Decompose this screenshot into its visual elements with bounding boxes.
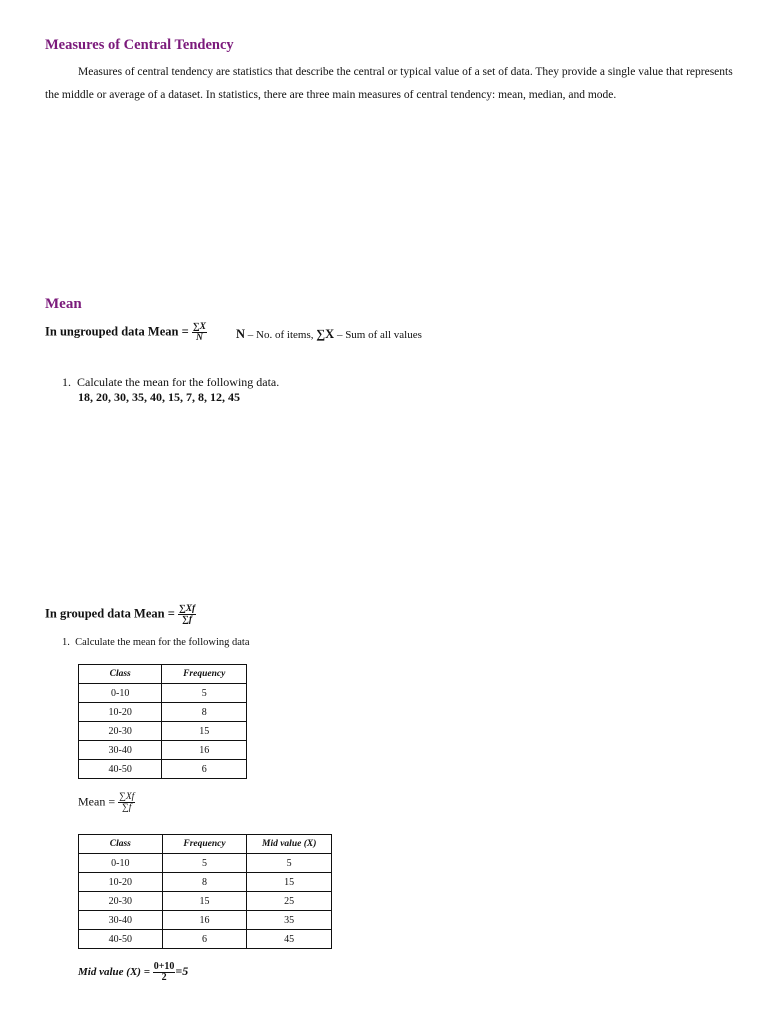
note-n-symbol: N: [236, 327, 246, 341]
ungrouped-numerator: ∑X: [192, 322, 206, 332]
question-1-text: Calculate the mean for the following data.: [77, 375, 280, 389]
header-frequency: Frequency: [162, 665, 247, 684]
cell-class: 20-30: [79, 722, 162, 741]
cell-class: 30-40: [79, 911, 163, 930]
question-1-data: 18, 20, 30, 35, 40, 15, 7, 8, 12, 45: [78, 390, 240, 404]
grouped-formula: [45, 604, 196, 625]
grouped-numerator: ∑Xf: [178, 604, 196, 614]
table-row: [79, 854, 332, 873]
question-2-text: Calculate the mean for the following data: [75, 637, 250, 648]
cell-frequency: 6: [162, 760, 247, 779]
cell-frequency: 5: [162, 684, 247, 703]
mid-formula-label: Mid value (X) =: [78, 966, 150, 979]
table-row: [79, 930, 332, 949]
cell-mid-value: 35: [247, 911, 332, 930]
question-2: [62, 637, 249, 648]
ungrouped-note: [236, 327, 422, 342]
table-row: [79, 911, 332, 930]
mean-formula-denominator: ∑f: [121, 803, 132, 813]
ungrouped-formula: [45, 322, 207, 343]
cell-class: 10-20: [79, 873, 163, 892]
cell-mid-value: 5: [247, 854, 332, 873]
mean-formula-numerator: ∑Xf: [119, 792, 135, 802]
cell-class: 10-20: [79, 703, 162, 722]
mean-formula: [78, 792, 135, 813]
mean-formula-label: Mean =: [78, 794, 116, 809]
table-row: [79, 873, 332, 892]
note-sum-symbol: ∑X: [316, 327, 335, 341]
table-row: [79, 684, 247, 703]
cell-frequency: 16: [162, 741, 247, 760]
cell-mid-value: 15: [247, 873, 332, 892]
cell-class: 40-50: [79, 760, 162, 779]
mid-formula-fraction: [153, 962, 176, 983]
table-row: [79, 722, 247, 741]
mean-formula-fraction: [118, 792, 135, 813]
cell-frequency: 6: [162, 930, 247, 949]
note-sum-text: – Sum of all values: [334, 329, 422, 341]
ungrouped-denominator: N: [195, 333, 203, 343]
frequency-table: [78, 664, 247, 779]
grouped-label: In grouped data Mean =: [45, 606, 175, 621]
cell-frequency: 8: [162, 873, 247, 892]
cell-frequency: 5: [162, 854, 247, 873]
header-frequency: Frequency: [162, 835, 247, 854]
cell-class: 0-10: [79, 854, 163, 873]
mid-value-table: [78, 834, 332, 949]
cell-class: 30-40: [79, 741, 162, 760]
cell-class: 0-10: [79, 684, 162, 703]
cell-class: 40-50: [79, 930, 163, 949]
intro-paragraph: Measures of central tendency are statistics that describe the central or typical value of a set of data. They provide a single value that represents the middle or average of a dataset. In statistics, there are three main measures of central tendency: mean, median, and mode.: [45, 66, 733, 101]
mid-formula-denominator: 2: [161, 972, 167, 983]
header-class: Class: [79, 835, 163, 854]
question-2-marker: 1.: [62, 637, 70, 648]
cell-mid-value: 45: [247, 930, 332, 949]
ungrouped-label: In ungrouped data Mean =: [45, 324, 189, 339]
table-row: [79, 703, 247, 722]
note-n-text: – No. of items,: [245, 329, 317, 341]
mid-value-formula: [78, 962, 188, 983]
cell-frequency: 15: [162, 722, 247, 741]
cell-frequency: 8: [162, 703, 247, 722]
header-mid-value: Mid value (X): [247, 835, 332, 854]
ungrouped-fraction: [192, 322, 207, 343]
cell-class: 20-30: [79, 892, 163, 911]
question-1: [62, 375, 279, 390]
cell-frequency: 16: [162, 911, 247, 930]
header-class: Class: [79, 665, 162, 684]
grouped-fraction: [178, 604, 196, 625]
table-header-row: [79, 665, 247, 684]
cell-frequency: 15: [162, 892, 247, 911]
table-row: [79, 760, 247, 779]
mid-formula-numerator: 0+10: [153, 961, 175, 972]
table-row: [79, 892, 332, 911]
table-header-row: [79, 835, 332, 854]
mean-heading: Mean: [45, 296, 82, 312]
cell-mid-value: 25: [247, 892, 332, 911]
table-row: [79, 741, 247, 760]
page-title: Measures of Central Tendency: [45, 37, 234, 53]
grouped-denominator: ∑f: [182, 615, 193, 625]
mid-formula-result: =5: [175, 964, 189, 979]
question-1-marker: 1.: [62, 375, 71, 389]
